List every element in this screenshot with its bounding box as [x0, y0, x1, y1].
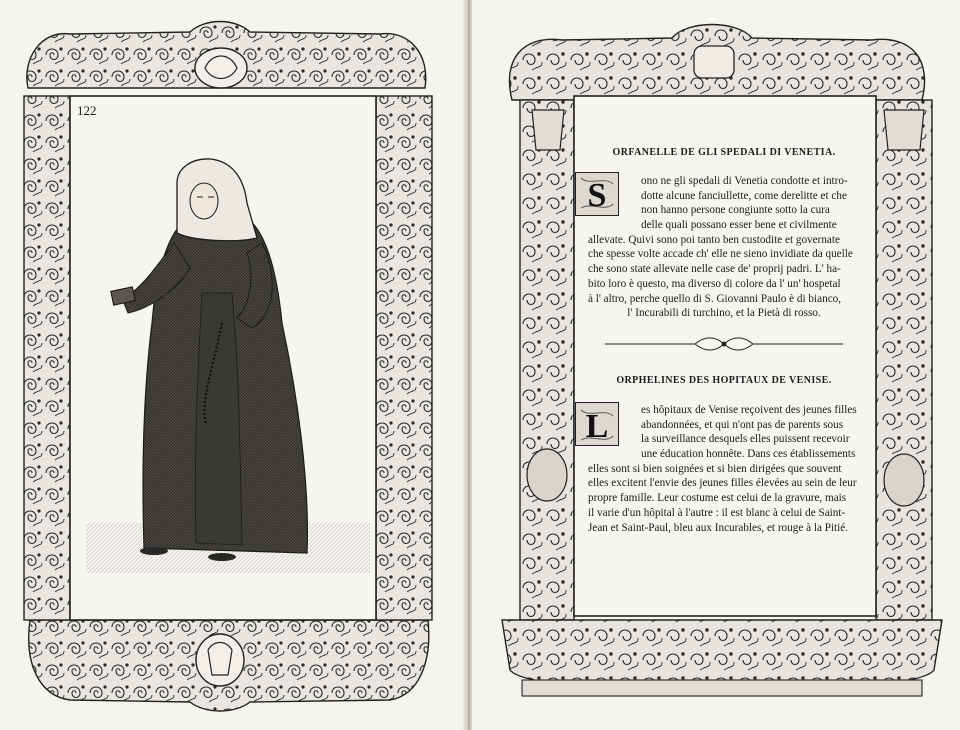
- italian-line: dotte alcune fanciullette, come derelitte et che: [641, 189, 847, 202]
- italian-line: che sono state allevate nelle case de' proprij padri. L' ha-: [588, 263, 841, 276]
- french-paragraph: [585, 403, 860, 535]
- italian-line: ono ne gli spedali di Venetia condotte et intro-: [641, 175, 848, 187]
- french-line: abandonnées, et qui n'ont pas de parents sous: [641, 418, 844, 431]
- french-line: il varie d'un hôpital à l'autre : il est blanc à celui de Saint-: [588, 506, 846, 519]
- italian-line: non hanno persone congiunte sotto la cura: [641, 204, 830, 217]
- french-heading: ORPHELINES DES HOPITAUX DE VENISE.: [616, 375, 832, 386]
- french-line: propre famille. Leur costume est celui de la gravure, mais: [588, 492, 847, 505]
- text-panel: [575, 96, 873, 611]
- french-line: elles sont si bien soignées et si bien dirigées que souvent: [588, 462, 842, 475]
- italian-paragraph: [588, 174, 860, 321]
- left-page: [0, 0, 466, 730]
- french-line: elles excitent l'envie des jeunes filles élevées au sein de leur: [588, 477, 857, 490]
- italian-line: l' Incurabili di turchino, et la Pietà di rosso.: [627, 307, 821, 320]
- italian-heading: ORFANELLE DE GLI SPEDALI DI VENETIA.: [612, 147, 836, 158]
- ornamental-divider: [605, 334, 843, 354]
- italian-line: à l' altro, perche quello di S. Giovanni Paulo è di bianco,: [588, 292, 842, 305]
- drop-cap-s-letter: S: [587, 177, 607, 214]
- italian-line: bito loro è questo, ma diverso di colore da l' un' hospetal: [588, 277, 841, 290]
- italian-line: allevate. Quivi sono poi tanto ben custodite et governate: [588, 233, 840, 246]
- french-line: Jean et Saint-Paul, bleu aux Incurables, et rouge à la Pitié.: [588, 521, 849, 534]
- page-number: 122: [77, 103, 97, 118]
- french-line: une éducation honnête. Dans ces établissements: [641, 448, 856, 461]
- drop-cap-l-letter: L: [585, 408, 609, 445]
- italian-line: che spesse volte accade ch' elle ne sieno invidiate da quelle: [588, 248, 853, 261]
- italian-line: delle quali possano esser bene et civilmente: [641, 219, 837, 232]
- french-line: es hôpitaux de Venise reçoivent des jeunes filles: [641, 404, 857, 416]
- engraving-nun-illustration: [82, 123, 374, 619]
- french-line: la surveillance desquels elles puissent recevoir: [641, 433, 850, 446]
